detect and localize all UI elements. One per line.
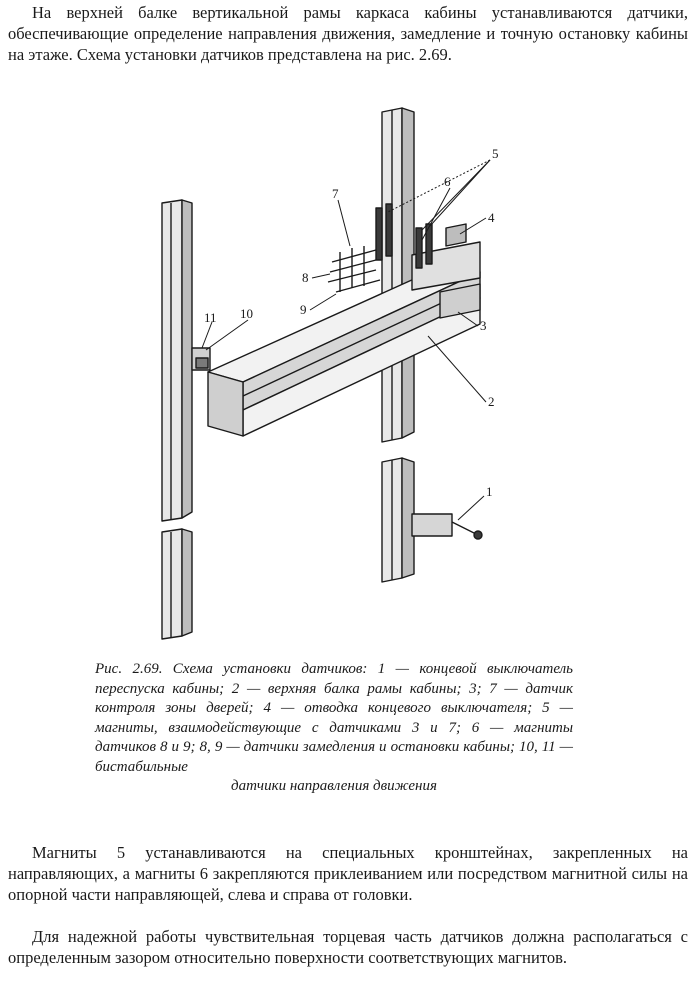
intro-paragraph: На верхней балке вертикальной рамы каркаса кабины устанавливаются датчики, обеспечивающие определение направления движения, замедление и точную остановку кабины на этаже. Схема установки датчиков представлена на рис. 2.69.: [8, 3, 688, 64]
limit-switch: [412, 514, 482, 539]
sensors-7-8-9: [328, 246, 380, 292]
label-4: 4: [488, 210, 495, 225]
figure-caption: [95, 660, 573, 797]
label-3: 3: [480, 318, 487, 333]
label-7: 7: [332, 186, 339, 201]
figure-caption-last-line: датчики направления движения: [231, 778, 437, 794]
label-2: 2: [488, 394, 495, 409]
right-guide-rail-lower: [382, 458, 414, 582]
clearance-paragraph: Для надежной работы чувствительная торцевая часть датчиков должна располагаться с определенным зазором относительно поверхности соответствующих магнитов.: [8, 927, 688, 967]
label-8: 8: [302, 270, 309, 285]
top-beam: [208, 265, 480, 436]
label-9: 9: [300, 302, 307, 317]
label-6: 6: [444, 174, 451, 189]
magnets-paragraph: Магниты 5 устанавливаются на специальных кронштейнах, закрепленных на направляющих, а магниты 6 закрепляются приклеиванием или посредством магнитной силы на опорной части направляющей, слева и справа от головки.: [8, 843, 688, 904]
label-10: 10: [240, 306, 253, 321]
label-1: 1: [486, 484, 493, 499]
figure-caption-main: Рис. 2.69. Схема установки датчиков: 1 — концевой выключатель переспуска кабины; 2 — верхняя балка рамы кабины; 3; 7 — датчик контроля зоны дверей; 4 — отводка концевого выключателя; 5 — магниты, взаимодействующие с датчиками 3 и 7; 6 — магниты датчиков 8 и 9; 8, 9 — датчики замедления и остановки кабины; 10, 11 — бистабильные: [95, 661, 573, 775]
label-5: 5: [492, 146, 499, 161]
figure-sensor-installation: [140, 100, 560, 650]
left-guide-rail-lower: [162, 529, 192, 639]
sensor-diagram: [140, 100, 560, 650]
left-guide-rail-upper: [162, 200, 192, 521]
right-guide-rail-upper: [382, 108, 414, 442]
bistable-sensors: [192, 348, 210, 370]
label-11: 11: [204, 310, 217, 325]
